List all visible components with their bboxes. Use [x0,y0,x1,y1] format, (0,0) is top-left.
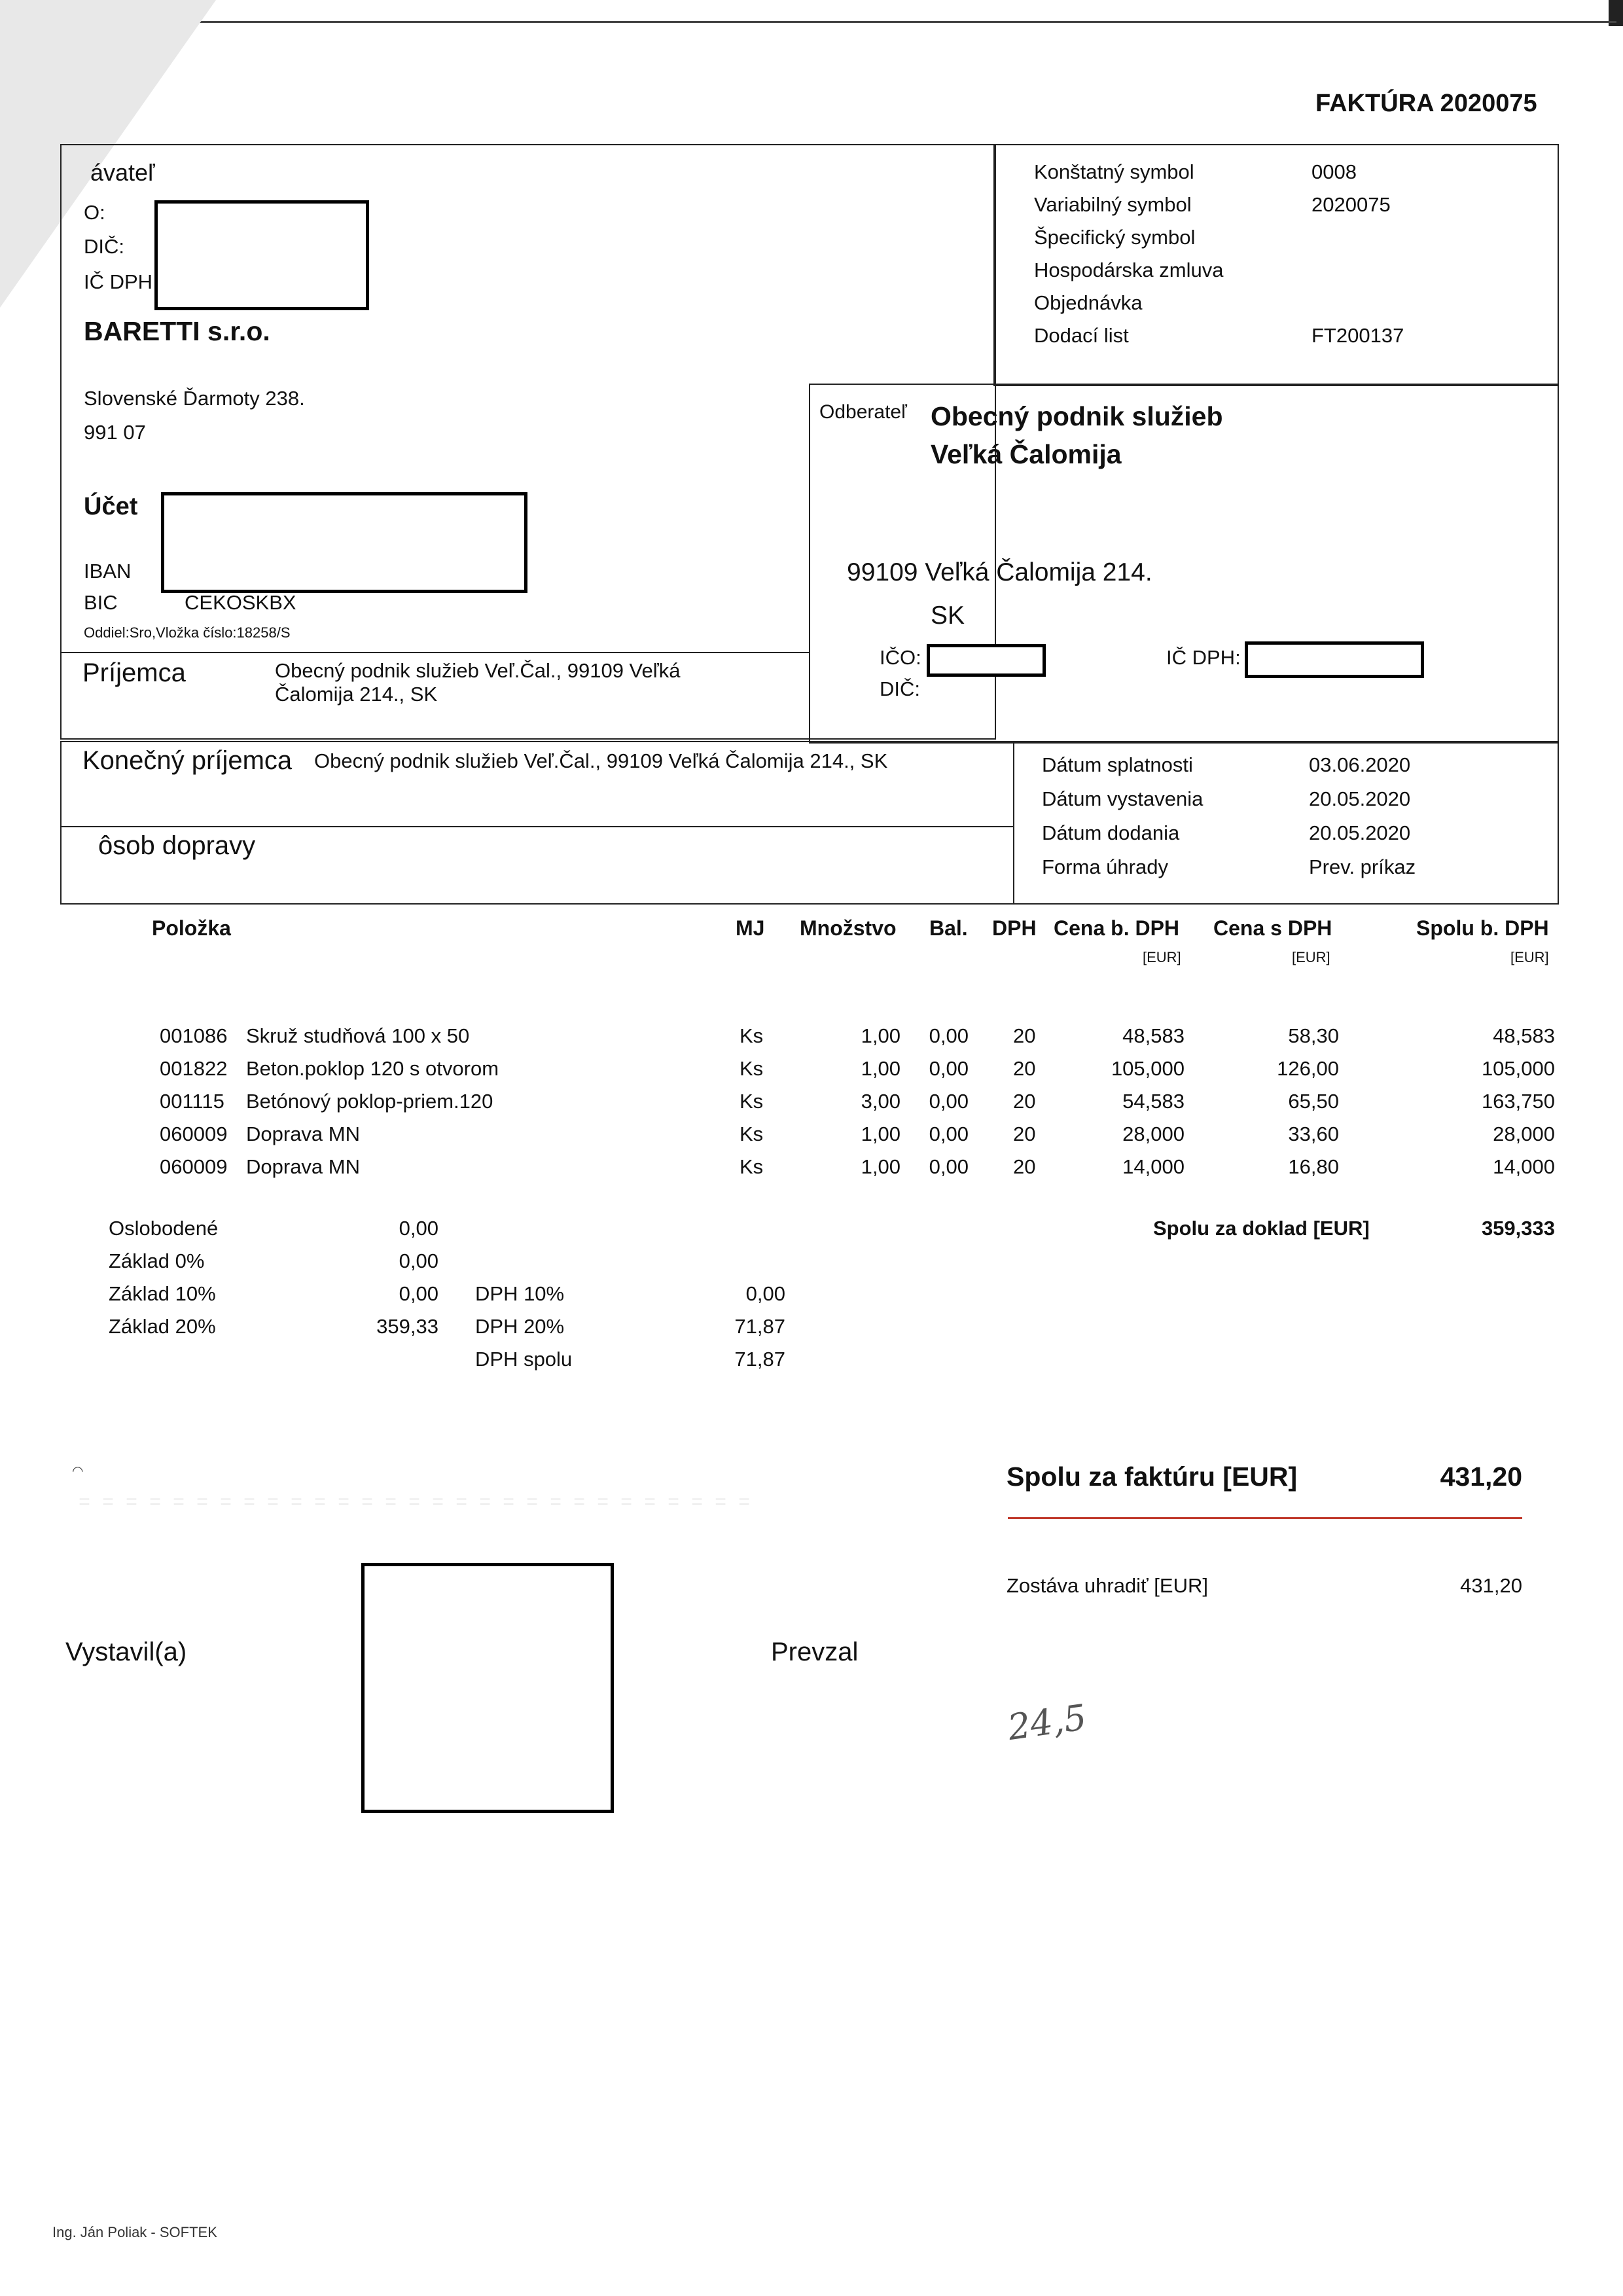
symbol-value: 2020075 [1311,193,1391,216]
cell-price-gross: 16,80 [1288,1155,1339,1178]
cell-qty: 3,00 [861,1090,901,1113]
base-value: 0,00 [399,1217,438,1240]
date-value: 20.05.2020 [1309,787,1411,810]
supplier-dic-label: DIČ: [84,235,124,258]
col-price-net: Cena b. DPH [1054,916,1180,940]
customer-country: SK [931,601,965,630]
vat-value: 71,87 [734,1348,785,1371]
base-label: Oslobodené [109,1217,219,1240]
cell-price-net: 48,583 [1122,1024,1185,1047]
invoice-total-label: Spolu za faktúru [EUR] [1007,1462,1298,1492]
cell-dph: 20 [1013,1090,1036,1113]
cell-code: 001115 [160,1090,224,1113]
recipient-line2: Čalomija 214., SK [275,683,438,706]
cell-mj: Ks [740,1057,764,1080]
unit-label: [EUR] [1510,949,1549,965]
transport-divider [60,826,1013,827]
received-label: Prevzal [771,1638,859,1666]
supplier-ico-label: O: [84,201,105,224]
cell-name: Betónový poklop-priem.120 [246,1090,493,1113]
cell-qty: 1,00 [861,1122,901,1145]
cell-qty: 1,00 [861,1057,901,1080]
date-value: Prev. príkaz [1309,855,1416,878]
redacted-signature [361,1563,614,1813]
symbol-label: Špecifický symbol [1034,226,1196,249]
date-label: Forma úhrady [1042,855,1168,878]
unit-label: [EUR] [1292,949,1330,965]
cell-code: 001086 [160,1024,228,1047]
date-value: 03.06.2020 [1309,753,1411,776]
cell-mj: Ks [740,1024,764,1047]
base-value: 0,00 [399,1249,438,1272]
dates-divider [1013,741,1014,903]
cell-total-net: 48,583 [1493,1024,1555,1047]
recipient-label: Príjemca [82,658,186,687]
date-label: Dátum dodania [1042,821,1180,844]
cell-name: Doprava MN [246,1122,360,1145]
cell-total-net: 14,000 [1493,1155,1555,1178]
cell-price-net: 105,000 [1111,1057,1185,1080]
cell-name: Beton.poklop 120 s otvorom [246,1057,499,1080]
cell-bal: 0,00 [929,1057,969,1080]
base-value: 0,00 [399,1282,438,1305]
col-item: Položka [152,916,231,940]
col-dph: DPH [992,916,1037,940]
cell-bal: 0,00 [929,1122,969,1145]
vat-value: 71,87 [734,1315,785,1338]
cell-name: Doprava MN [246,1155,360,1178]
col-price-gross: Cena s DPH [1213,916,1332,940]
cell-mj: Ks [740,1090,764,1113]
customer-name-line2: Veľká Čalomija [931,439,1122,469]
supplier-icdph-label: IČ DPH [84,270,153,293]
supplier-zip: 991 07 [84,421,146,444]
redacted-account [161,492,527,593]
register-note: Oddiel:Sro,Vložka číslo:18258/S [84,624,291,641]
date-label: Dátum vystavenia [1042,787,1204,810]
symbol-label: Hospodárska zmluva [1034,259,1224,281]
issued-by-label: Vystavil(a) [65,1638,187,1666]
cell-qty: 1,00 [861,1155,901,1178]
handwritten-note: 24,5 [1005,1696,1089,1749]
base-label: Základ 10% [109,1282,216,1305]
cell-price-net: 28,000 [1122,1122,1185,1145]
stamp-fragment: ◠ [72,1464,84,1479]
cell-qty: 1,00 [861,1024,901,1047]
doc-total-value: 359,333 [1481,1217,1555,1240]
col-qty: Množstvo [800,916,897,940]
cell-dph: 20 [1013,1024,1036,1047]
cell-mj: Ks [740,1122,764,1145]
date-value: 20.05.2020 [1309,821,1411,844]
cell-code: 060009 [160,1122,228,1145]
cell-dph: 20 [1013,1057,1036,1080]
cell-dph: 20 [1013,1155,1036,1178]
redacted-customer-ico [927,644,1046,677]
invoice-total-value: 431,20 [1440,1462,1522,1492]
unit-label: [EUR] [1143,949,1181,965]
iban-label: IBAN [84,560,132,583]
vat-label: DPH 20% [475,1315,565,1338]
symbol-label: Objednávka [1034,291,1143,314]
base-label: Základ 0% [109,1249,205,1272]
recipient-divider [60,652,809,653]
cell-code: 001822 [160,1057,228,1080]
col-bal: Bal. [929,916,968,940]
cell-dph: 20 [1013,1122,1036,1145]
symbol-value: 0008 [1311,160,1357,183]
cell-price-gross: 58,30 [1288,1024,1339,1047]
recipient-line1: Obecný podnik služieb Veľ.Čal., 99109 Veľká [275,659,681,682]
cell-total-net: 28,000 [1493,1122,1555,1145]
cell-code: 060009 [160,1155,228,1178]
cell-price-gross: 65,50 [1288,1090,1339,1113]
cell-name: Skruž studňová 100 x 50 [246,1024,470,1047]
supplier-heading: ávateľ [90,159,155,186]
vat-value: 0,00 [745,1282,785,1305]
redacted-customer-icdph [1245,641,1424,678]
supplier-name: BARETTI s.r.o. [84,316,270,346]
bic-label: BIC [84,591,118,614]
cell-price-net: 54,583 [1122,1090,1185,1113]
total-underline [1008,1517,1522,1519]
final-recipient-label: Konečný príjemca [82,746,293,775]
customer-dic-label: DIČ: [880,677,920,700]
cell-price-gross: 33,60 [1288,1122,1339,1145]
supplier-street: Slovenské Ďarmoty 238. [84,387,305,410]
account-label: Účet [84,493,138,520]
symbol-label: Variabilný symbol [1034,193,1192,216]
remaining-label: Zostáva uhradiť [EUR] [1007,1574,1208,1597]
symbol-label: Konštatný symbol [1034,160,1194,183]
customer-label: Odberateľ [819,401,907,423]
final-recipient-value: Obecný podnik služieb Veľ.Čal., 99109 Veľká Čalomija 214., SK [314,749,888,772]
footer-credit: Ing. Ján Poliak - SOFTEK [52,2224,217,2240]
bic-value: CEKOSKBX [185,591,296,614]
customer-name-line1: Obecný podnik služieb [931,401,1223,431]
bleed-through: = = = = = = = = = = = = = = = = = = = = = = = = = = = = = [79,1492,751,1515]
cell-bal: 0,00 [929,1090,969,1113]
col-mj: MJ [736,916,765,940]
cell-bal: 0,00 [929,1024,969,1047]
customer-icdph-label: IČ DPH: [1166,646,1241,669]
redacted-supplier-ids [154,200,369,310]
transport-label: ôsob dopravy [98,831,256,860]
base-label: Základ 20% [109,1315,216,1338]
symbol-label: Dodací list [1034,324,1129,347]
cell-mj: Ks [740,1155,764,1178]
date-label: Dátum splatnosti [1042,753,1193,776]
cell-total-net: 105,000 [1481,1057,1555,1080]
customer-ico-label: IČO: [880,646,921,669]
scan-top-edge [196,21,1616,23]
col-total-net: Spolu b. DPH [1416,916,1549,940]
cell-total-net: 163,750 [1481,1090,1555,1113]
symbol-value: FT200137 [1311,324,1404,347]
invoice-title: FAKTÚRA 2020075 [1315,90,1537,117]
remaining-value: 431,20 [1460,1574,1522,1597]
customer-address: 99109 Veľká Čalomija 214. [847,558,1152,586]
cell-bal: 0,00 [929,1155,969,1178]
base-value: 359,33 [376,1315,438,1338]
vat-label: DPH spolu [475,1348,573,1371]
cell-price-gross: 126,00 [1277,1057,1339,1080]
cell-price-net: 14,000 [1122,1155,1185,1178]
vat-label: DPH 10% [475,1282,565,1305]
doc-total-label: Spolu za doklad [EUR] [1153,1217,1370,1240]
